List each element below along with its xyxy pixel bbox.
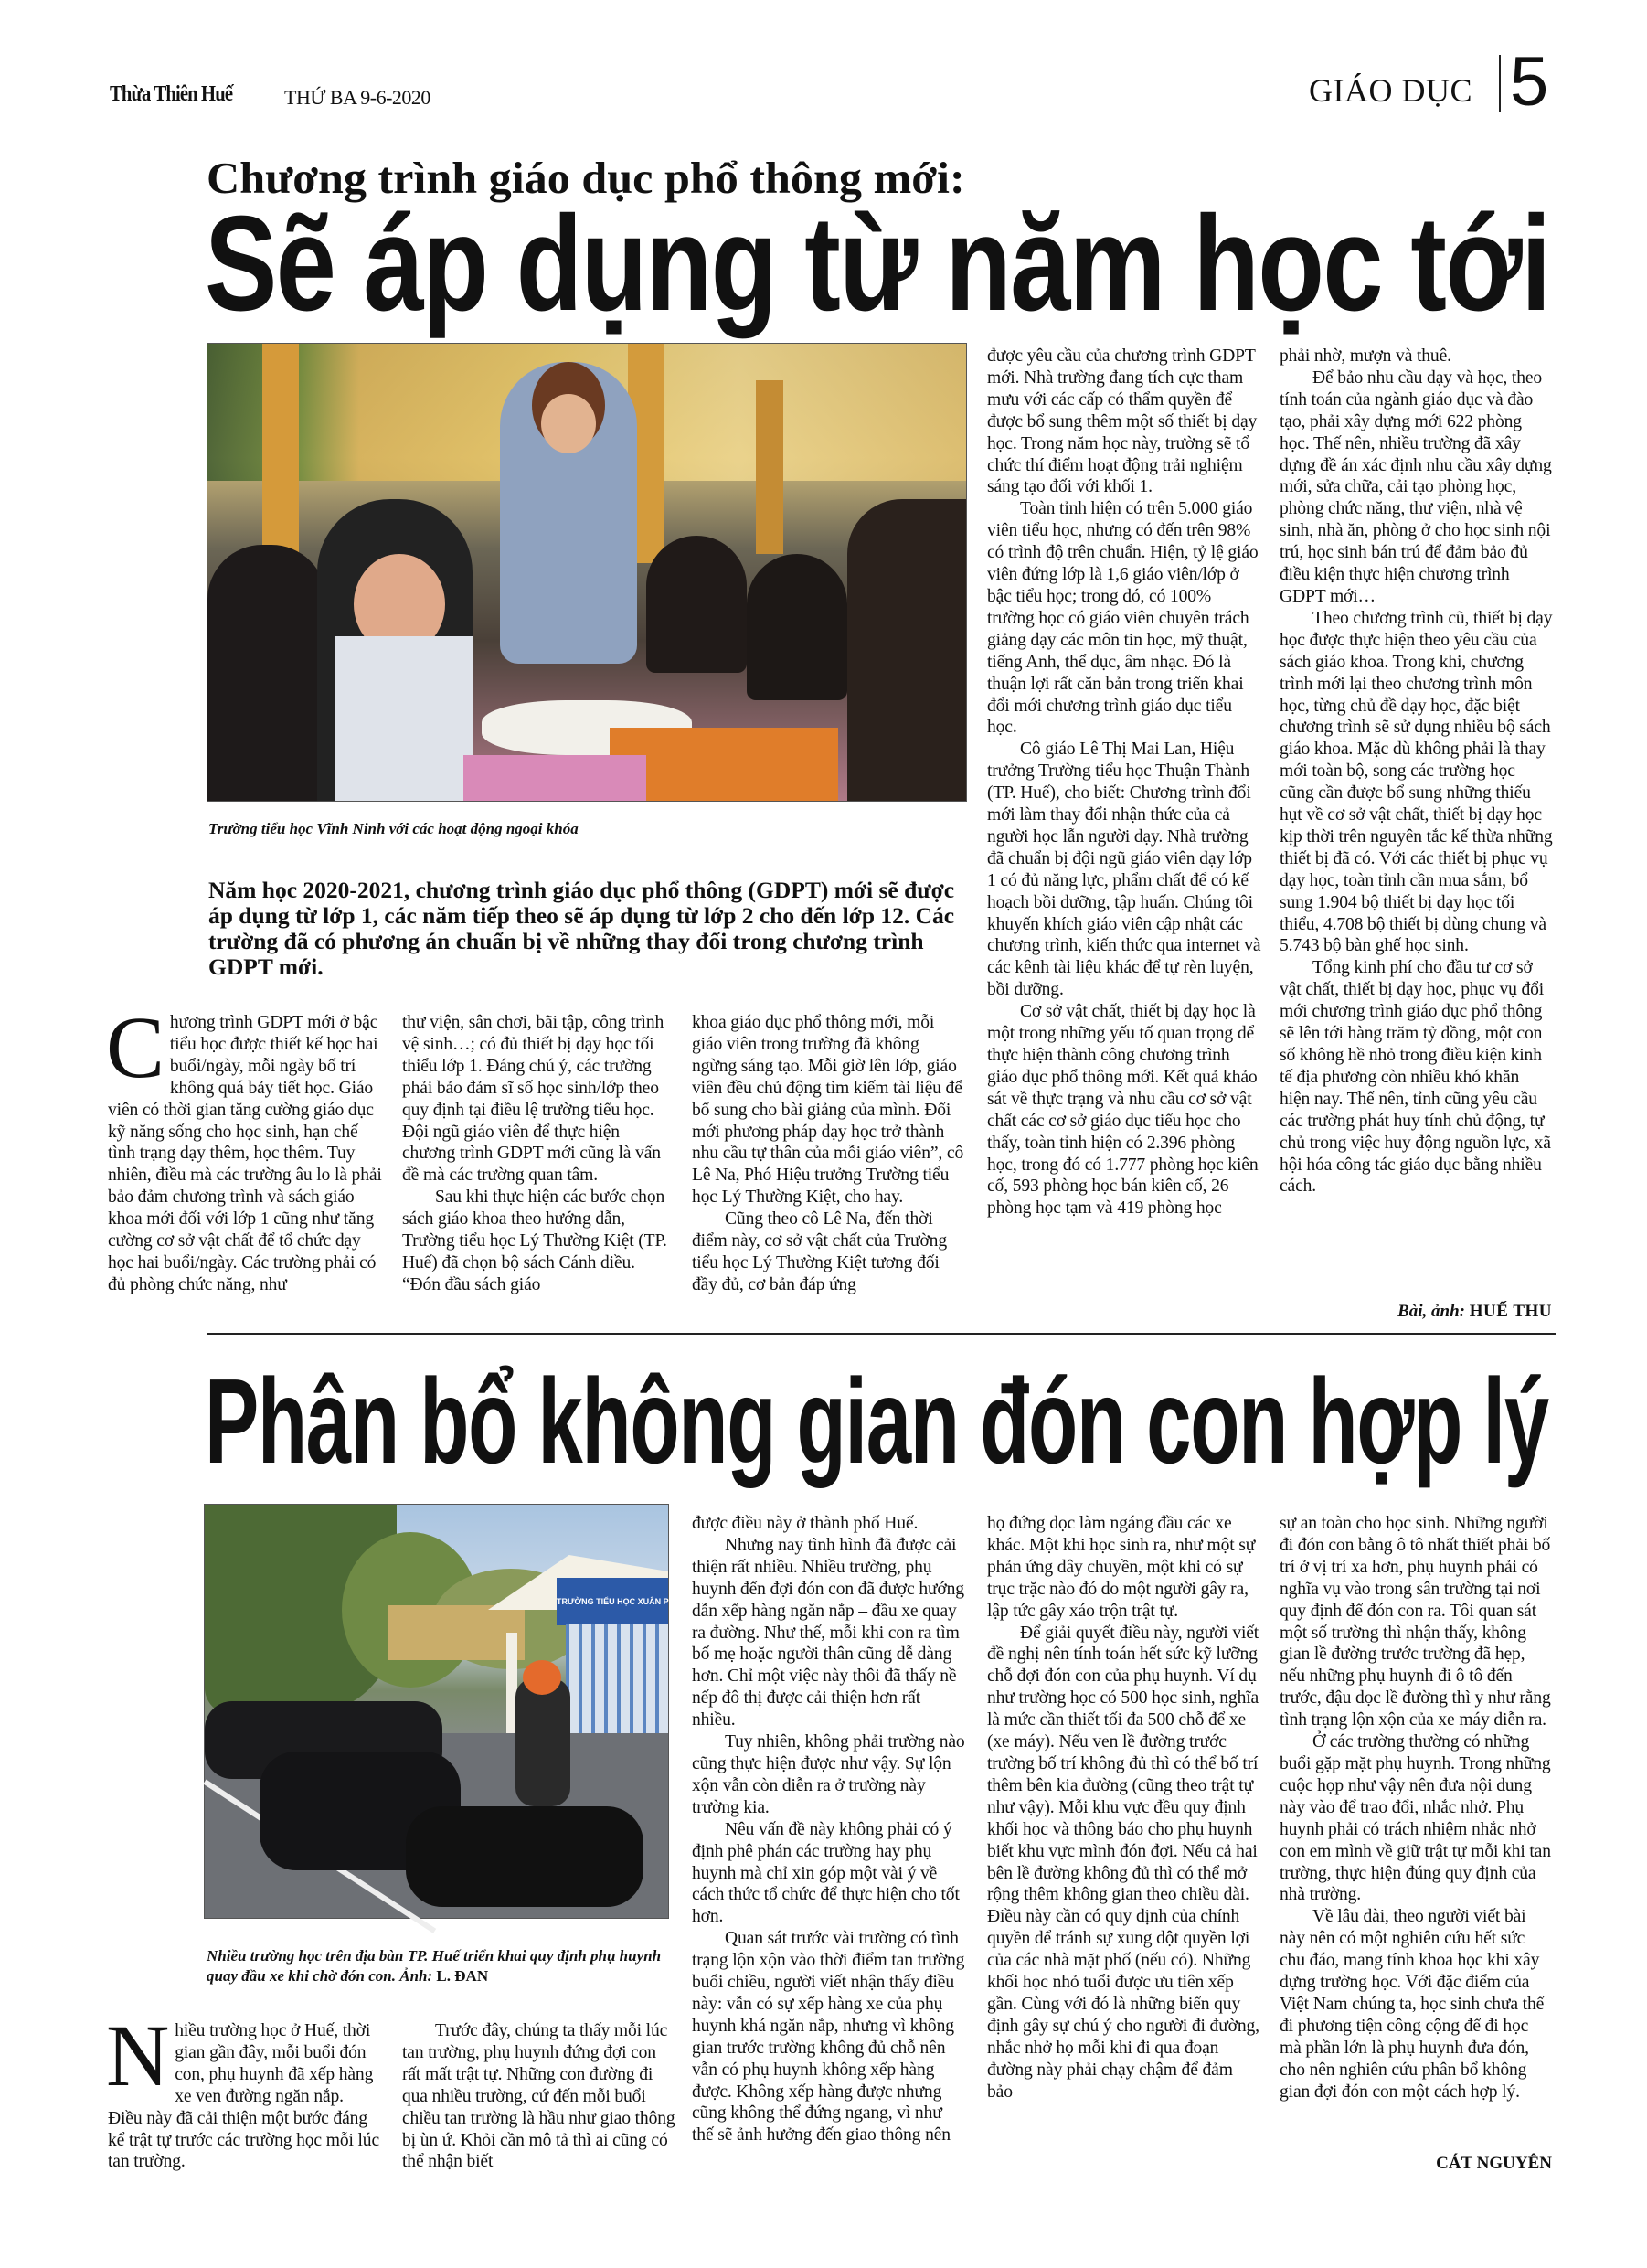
article1-lead: Năm học 2020-2021, chương trình giáo dục phổ thông (GDPT) mới sẽ được áp dụng từ lớp 1, các năm tiếp theo sẽ áp dụng từ lớp 2 cho đến lớp 12. Các trường đã có phương án chuẩn bị về những thay đổi trong chương trình GDPT mới. xyxy=(208,877,955,980)
paragraph: thư viện, sân chơi, bãi tập, công trình vệ sinh…; có đủ thiết bị dạy học tối thiểu lớp 1. Đáng chú ý, các trường phải bảo đảm sĩ số học sinh/lớp theo quy định tại điều lệ trường tiểu học. Đội ngũ giáo viên để thực hiện chương trình GDPT mới cũng là vấn đề mà các trường quan tâm. xyxy=(402,1013,664,1186)
byline-label: Bài, ảnh: xyxy=(1397,1302,1465,1321)
paragraph: Ở các trường thường có những buổi gặp mặt phụ huynh. Trong những cuộc họp như vậy nên đưa nội dung này vào để trao đổi, nhắc nhở. Phụ huynh phải có trách nhiệm nhắc nhở con em mình về giữ trật tự mỗi khi tan trường, thực hiện đúng quy định của nhà trường. xyxy=(1280,1732,1551,1905)
article1-byline xyxy=(1278,1302,1552,1322)
paragraph: họ đứng dọc làm ngáng đầu các xe khác. Một khi học sinh ra, như một sự phản ứng dây chuyền, một khi có sự trục trặc nào đó do một người gây ra, lập tức gây xáo trộn trật tự. xyxy=(987,1514,1256,1621)
article2-byline: CÁT NGUYÊN xyxy=(1436,2154,1552,2173)
school-sign: TRƯỜNG TIỂU HỌC XUÂN PHÚ xyxy=(557,1578,668,1625)
article2-column-1 xyxy=(106,2007,382,2173)
paragraph: Tuy nhiên, không phải trường nào cũng thực hiện được như vậy. Sự lộn xộn vẫn còn diễn ra ở trường này trường kia. xyxy=(692,1732,965,1817)
section-name: GIÁO DỤC xyxy=(1309,72,1472,109)
article1-column-1 xyxy=(106,998,382,1296)
paragraph: Theo chương trình cũ, thiết bị dạy học được thực hiện theo yêu cầu của sách giáo khoa. Trong khi, chương trình mới lại theo chương trình môn học, từng chủ đề dạy học, đặc biệt chương trình sẽ sử dụng nhiều bộ sách giáo khoa. Mặc dù không phải là thay mới toàn bộ, song các trường học cũng cần được bổ sung những thiếu hụt về cơ sở vật chất, thiết bị dạy học kịp thời trên nguyên tắc kế thừa những thiết bị đã có. Với các thiết bị phục vụ dạy học, toàn tỉnh cần mua sắm, bổ sung 1.904 bộ thiết bị dạy học tối thiểu, 4.708 bộ thiết bị dùng chung và 5.743 bộ bàn ghế học sinh. xyxy=(1280,608,1553,956)
paragraph: Để bảo nhu cầu dạy và học, theo tính toán của ngành giáo dục và đào tạo, phải xây dựng mới 622 phòng học. Thế nên, nhiều trường đã xây dựng đề án xác định nhu cầu xây dựng mới, sửa chữa, cải tạo phòng học, phòng chức năng, thư viện, nhà vệ sinh, nhà ăn, phòng ở cho học sinh nội trú, học sinh bán trú để đảm bảo đủ điều kiện thực hiện chương trình GDPT mới… xyxy=(1280,367,1552,606)
paragraph: Trước đây, chúng ta thấy mỗi lúc tan trường, phụ huynh đứng đợi con rất mất trật tự. Những con đường đi qua nhiều trường, cứ đến mỗi buổi chiều tan trường là hầu như giao thông bị ùn ứ. Khỏi cần mô tả thì ai cũng có thể nhận biết xyxy=(402,2021,675,2172)
article1-column-2 xyxy=(402,1012,676,1296)
drop-cap: N xyxy=(106,2007,170,2104)
paragraph: Nêu vấn đề này không phải có ý định phê phán các trường hay phụ huynh mà chỉ xin góp một vài ý về cách thức tổ chức để thực hiện cho tốt hơn. xyxy=(692,1819,960,1927)
article1-photo-caption: Trường tiểu học Vĩnh Ninh với các hoạt động ngoại khóa xyxy=(208,820,579,837)
paragraph: Về lâu dài, theo người viết bài này nên có một nghiên cứu hết sức chu đáo, mang tính khoa học khi xây dựng trường học. Với đặc điểm của Việt Nam chúng ta, học sinh chưa thể đi phương tiện công cộng để đi học mà phần lớn là phụ huynh đưa đón, cho nên nghiên cứu phân bổ không gian đợi đón con một cách hợp lý. xyxy=(1280,1907,1545,2102)
article1-photo xyxy=(207,343,967,802)
paragraph: hiều trường học ở Huế, thời gian gần đây, mỗi buổi đón con, phụ huynh đã xếp hàng xe ven đường ngăn nắp. Điều này đã cải thiện một bước đáng kể trật tự trước các trường học mỗi lúc tan trường. xyxy=(108,2021,379,2172)
paragraph: Tổng kinh phí cho đầu tư cơ sở vật chất, thiết bị dạy học, phục vụ đổi mới chương trình giáo dục phổ thông sẽ lên tới hàng trăm tỷ đồng, một con số không hề nhỏ trong điều kiện kinh tế địa phương còn nhiều khó khăn hiện nay. Thế nên, tỉnh cũng yêu cầu các trường phát huy tính chủ động, tự chủ trong việc huy động nguồn lực, xã hội hóa công tác giáo dục bằng nhiều cách. xyxy=(1280,958,1551,1197)
paragraph: Cơ sở vật chất, thiết bị dạy học là một trong những yếu tố quan trọng để thực hiện thành công chương trình giáo dục phổ thông mới. Kết quả khảo sát về thực trạng và nhu cầu cơ sở vật chất các cơ sở giáo dục tiểu học cho thấy, toàn tỉnh hiện có 2.396 phòng học, trong đó có 1.777 phòng học kiên cố, 593 phòng học bán kiên cố, 26 phòng học tạm và 419 phòng học xyxy=(987,1002,1259,1219)
article2-photo xyxy=(204,1504,681,1919)
article-divider xyxy=(207,1333,1556,1335)
newspaper-name: Thừa Thiên Huế xyxy=(110,82,233,106)
article2-title: Phân bổ không gian đón con hợp lý xyxy=(205,1354,1548,1488)
issue-date: THỨ BA 9-6-2020 xyxy=(284,86,430,109)
page-number: 5 xyxy=(1510,43,1549,121)
paragraph: hương trình GDPT mới ở bậc tiểu học được thiết kế học hai buổi/ngày, mỗi ngày bố trí không quá bảy tiết học. Giáo viên có thời gian tăng cường giáo dục kỹ năng sống cho học sinh, hạn chế tình trạng dạy thêm, học thêm. Tuy nhiên, điều mà các trường âu lo là phải bảo đảm chương trình và sách giáo khoa mới đối với lớp 1 cũng như tăng cường cơ sở vật chất để tổ chức dạy học hai buổi/ngày. Các trường phải có đủ phòng chức năng, như xyxy=(108,1013,382,1294)
paragraph: được điều này ở thành phố Huế. xyxy=(692,1514,919,1533)
paragraph: Cô giáo Lê Thị Mai Lan, Hiệu trưởng Trường tiểu học Thuận Thành (TP. Huế), cho biết: Chương trình đổi mới làm thay đổi nhận thức của cả người học lẫn người dạy. Nhà trường đã chuẩn bị đội ngũ giáo viên dạy lớp 1 có đủ năng lực, phẩm chất để có kế hoạch bồi dưỡng, tập huấn. Chúng tôi khuyến khích giáo viên cập nhật các chương trình, kiến thức qua internet và các kênh tài liệu khác để tự rèn luyện, bồi dưỡng. xyxy=(987,740,1261,1000)
byline-author: HUẾ THU xyxy=(1469,1302,1552,1321)
header-divider xyxy=(1499,55,1501,112)
article1-column-3 xyxy=(692,1012,966,1296)
paragraph: khoa giáo dục phổ thông mới, mỗi giáo viên trong trường đã không ngừng sáng tạo. Mỗi giờ lên lớp, giáo viên đều chủ động tìm kiếm tài liệu để bổ sung cho bài giảng của mình. Đổi mới phương pháp dạy học trở thành nhu cầu tự thân của mỗi giáo viên”, cô Lê Na, Phó Hiệu trưởng Trường tiểu học Lý Thường Kiệt, cho hay. xyxy=(692,1013,964,1208)
article1-column-5 xyxy=(1280,346,1554,1198)
paragraph: được yêu cầu của chương trình GDPT mới. Nhà trường đang tích cực tham mưu với các cấp có thẩm quyền để được bổ sung thêm một số thiết bị dạy học. Trong năm học này, trường sẽ tổ chức thí điểm hoạt động trải nghiệm sáng tạo đối với khối 1. xyxy=(987,346,1258,497)
photo-credit: L. ĐAN xyxy=(436,1967,489,1985)
paragraph: Nhưng nay tình hình đã được cải thiện rất nhiều. Nhiều trường, phụ huynh đến đợi đón con đã được hướng dẫn xếp hàng ngăn nắp – đầu xe quay ra đường. Như thế, mỗi khi con ra tìm bố mẹ hoặc người thân cũng dễ dàng hơn. Chỉ một việc này thôi đã thấy nề nếp đô thị được cải thiện hơn rất nhiều. xyxy=(692,1535,964,1730)
article2-column-5 xyxy=(1280,1513,1554,2103)
article1-column-4 xyxy=(987,346,1261,1219)
paragraph: Cũng theo cô Lê Na, đến thời điểm này, cơ sở vật chất của Trường tiểu học Lý Thường Kiệt tương đối đầy đủ, cơ bản đáp ứng xyxy=(692,1209,947,1294)
article1-kicker: Chương trình giáo dục phổ thông mới: xyxy=(207,153,965,203)
paragraph: sự an toàn cho học sinh. Những người đi đón con bằng ô tô nhất thiết phải bố trí ở vị trí xa hơn, phụ huynh phải có nghĩa vụ vào trong sân trường tại nơi quy định để đón con ra. Tôi quan sát một số trường thì nhận thấy, không gian lề đường trước trường đã hẹp, nếu những phụ huynh đi ô tô đến trước, đậu dọc lề đường thì y như rằng tình trạng lộn xộn của xe máy diễn ra. xyxy=(1280,1514,1551,1730)
caption-text: Nhiều trường học trên địa bàn TP. Huế triển khai quy định phụ huynh quay đầu xe khi chờ đón con. Ảnh: xyxy=(207,1947,662,1985)
article2-column-3 xyxy=(692,1513,966,2146)
paragraph: Toàn tỉnh hiện có trên 5.000 giáo viên tiểu học, nhưng có đến trên 98% có trình độ trên chuẩn. Hiện, tỷ lệ giáo viên đứng lớp là 1,6 giáo viên/lớp ở bậc tiểu học; trong đó, có 100% trường học có giáo viên chuyên trách giảng dạy các môn tin học, mỹ thuật, tiếng Anh, thể dục, âm nhạc. Đó là thuận lợi rất căn bản trong triển khai đổi mới chương trình giáo dục tiểu học. xyxy=(987,499,1259,738)
article2-photo-caption xyxy=(207,1946,664,1986)
paragraph: Sau khi thực hiện các bước chọn sách giáo khoa theo hướng dẫn, Trường tiểu học Lý Thường Kiệt (TP. Huế) đã chọn bộ sách Cánh diều. “Đón đầu sách giáo xyxy=(402,1187,667,1294)
paragraph: phải nhờ, mượn và thuê. xyxy=(1280,346,1451,366)
article1-title: Sẽ áp dụng từ năm học tới xyxy=(205,188,1550,339)
paragraph: Quan sát trước vài trường có tình trạng lộn xộn vào thời điểm tan trường buổi chiều, người viết nhận thấy điều này: vẫn có sự xếp hàng xe của phụ huynh khá ngăn nắp, nhưng vì không gian trước trường không đủ chỗ nên vẫn có phụ huynh không xếp hàng được. Không xếp hàng được nhưng cũng không thể đứng ngang, vì như thế sẽ ảnh hưởng đến giao thông nên xyxy=(692,1929,965,2146)
article2-column-2 xyxy=(402,2020,676,2173)
article2-column-4 xyxy=(987,1513,1261,2103)
paragraph: Để giải quyết điều này, người viết đề nghị nên tính toán hết sức kỹ lưỡng chỗ đợi đón con của phụ huynh. Ví dụ như trường học có 500 học sinh, nghĩa là mức cần thiết tối đa 500 chỗ để xe (xe máy). Nếu ven lề đường trước trường bố trí không đủ thì có thể bố trí thêm bên kia đường (cũng theo trật tự như vậy). Mỗi khu vực đều quy định khối học và thông báo cho phụ huynh biết khu vực mình đón đợi. Nếu cả hai bên lề đường không đủ thì có thể mở rộng thêm không gian theo chiều dài. Điều này cần có quy định của chính quyền để tránh sự xung đột quyền lợi của các nhà mặt phố (nếu có). Những khối học nhỏ tuổi được ưu tiên xếp gần. Cùng với đó là những biển quy định gây sự chú ý cho người đi đường, nhắc nhở họ mỗi khi đi qua đoạn đường này phải chạy chậm để đảm bảo xyxy=(987,1623,1259,2102)
drop-cap: C xyxy=(106,998,165,1096)
